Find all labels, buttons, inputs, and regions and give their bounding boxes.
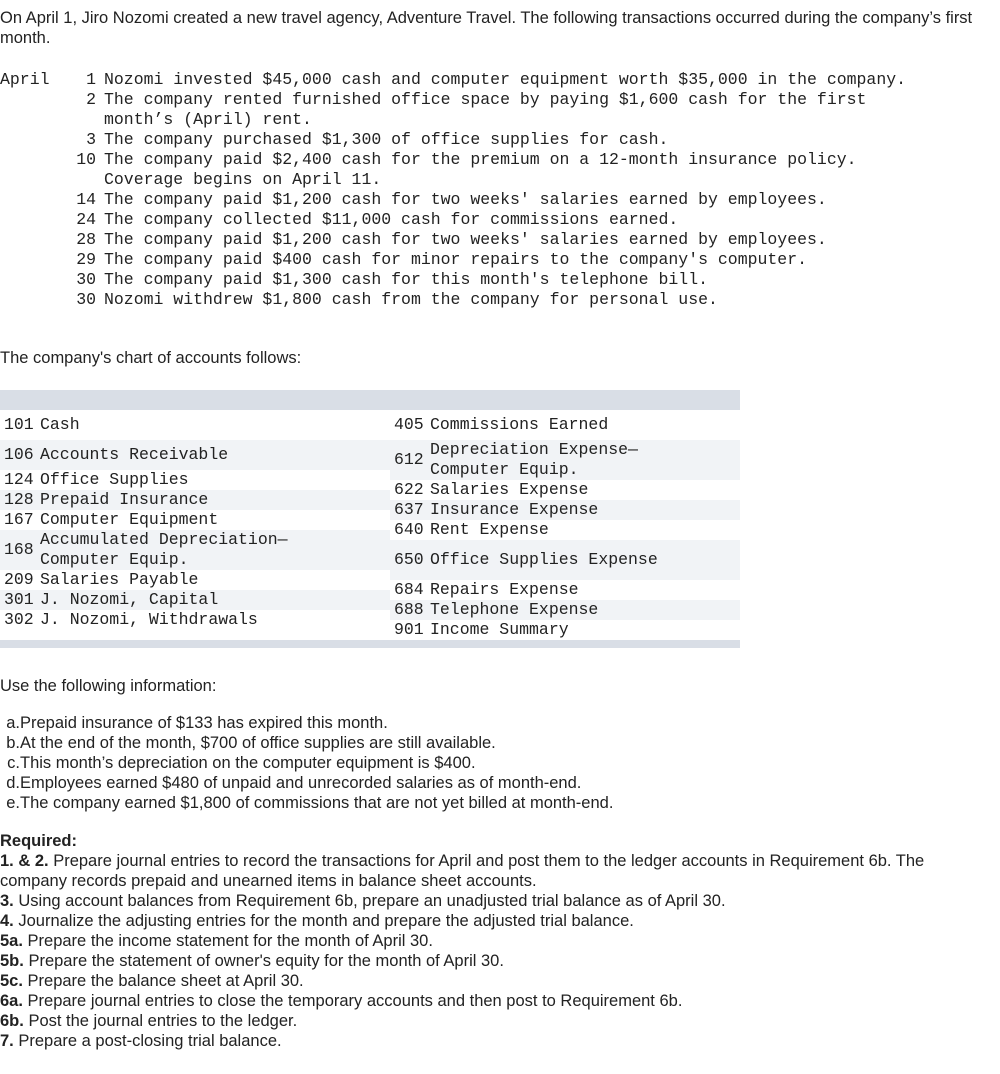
item-letter: b. bbox=[6, 734, 20, 752]
requirement-item bbox=[0, 851, 990, 891]
account-name: Repairs Expense bbox=[430, 580, 579, 599]
transaction-row bbox=[0, 70, 1000, 90]
requirement-label: 5a. bbox=[0, 932, 23, 950]
item-letter: e. bbox=[6, 794, 20, 812]
requirement-label: 7. bbox=[0, 1032, 14, 1050]
accounts-column-right bbox=[390, 410, 740, 640]
account-row bbox=[0, 610, 390, 630]
requirement-item bbox=[0, 991, 990, 1011]
requirement-text: Journalize the adjusting entries for the month and prepare the adjusted trial balance. bbox=[18, 912, 634, 930]
transaction-text: The company purchased $1,300 of office supplies for cash. bbox=[104, 130, 669, 149]
transaction-day: 14 bbox=[76, 190, 96, 209]
requirement-text: Prepare a post-closing trial balance. bbox=[18, 1032, 282, 1050]
transaction-row bbox=[0, 270, 1000, 290]
transaction-row bbox=[0, 90, 1000, 130]
transaction-month: April bbox=[0, 70, 50, 89]
transaction-text: The company rented furnished office space by paying $1,600 cash for the first month’s (April) rent. bbox=[104, 90, 867, 129]
account-name: Salaries Expense bbox=[430, 480, 589, 499]
account-name: Rent Expense bbox=[430, 520, 549, 539]
account-number: 622 bbox=[394, 480, 424, 499]
account-number: 128 bbox=[4, 490, 34, 509]
requirement-label: 6a. bbox=[0, 992, 23, 1010]
account-number: 901 bbox=[394, 620, 424, 639]
account-number: 167 bbox=[4, 510, 34, 529]
item-text: At the end of the month, $700 of office supplies are still available. bbox=[20, 734, 496, 752]
requirement-item bbox=[0, 1031, 990, 1051]
transaction-day: 1 bbox=[86, 70, 96, 89]
transaction-row bbox=[0, 210, 1000, 230]
requirement-text: Post the journal entries to the ledger. bbox=[28, 1012, 298, 1030]
account-name: Insurance Expense bbox=[430, 500, 599, 519]
account-name: Salaries Payable bbox=[40, 570, 199, 589]
list-item bbox=[0, 753, 990, 773]
chart-of-accounts-table bbox=[0, 390, 740, 648]
item-letter: c. bbox=[7, 754, 20, 772]
list-item bbox=[0, 773, 990, 793]
requirement-item bbox=[0, 891, 990, 911]
account-row bbox=[0, 490, 390, 510]
account-row bbox=[0, 590, 390, 610]
item-text: Employees earned $480 of unpaid and unrecorded salaries as of month-end. bbox=[20, 774, 582, 792]
requirement-label: 4. bbox=[0, 912, 14, 930]
account-row bbox=[0, 440, 390, 470]
requirement-item bbox=[0, 1011, 990, 1031]
transaction-text: The company paid $1,300 cash for this month's telephone bill. bbox=[104, 270, 708, 289]
account-row bbox=[390, 520, 740, 540]
transaction-text: The company paid $1,200 cash for two weeks' salaries earned by employees. bbox=[104, 230, 827, 249]
requirement-text: Prepare journal entries to record the transactions for April and post them to the ledger accounts in Requirement 6b. The company records prepaid and unearned items in balance sheet accounts. bbox=[0, 852, 925, 890]
account-row bbox=[0, 530, 390, 570]
account-number: 612 bbox=[394, 450, 424, 469]
account-name: Office Supplies bbox=[40, 470, 189, 489]
item-text: Prepaid insurance of $133 has expired this month. bbox=[20, 714, 388, 732]
account-name: Accumulated Depreciation— Computer Equip. bbox=[40, 530, 288, 569]
item-text: The company earned $1,800 of commissions that are not yet billed at month-end. bbox=[20, 794, 614, 812]
requirement-label: 6b. bbox=[0, 1012, 24, 1030]
adjustment-info-list bbox=[0, 713, 990, 813]
accounts-column-left bbox=[0, 410, 390, 630]
account-row bbox=[390, 620, 740, 640]
account-name: Computer Equipment bbox=[40, 510, 219, 529]
transaction-row bbox=[0, 130, 1000, 150]
account-name: J. Nozomi, Capital bbox=[40, 590, 219, 609]
requirement-label: 1. & 2. bbox=[0, 852, 49, 870]
requirement-text: Using account balances from Requirement 6b, prepare an unadjusted trial balance as of April 30. bbox=[18, 892, 726, 910]
required-section bbox=[0, 831, 990, 1051]
account-number: 640 bbox=[394, 520, 424, 539]
requirement-text: Prepare the statement of owner's equity for the month of April 30. bbox=[28, 952, 504, 970]
transaction-day: 10 bbox=[76, 150, 96, 169]
intro-paragraph: On April 1, Jiro Nozomi created a new travel agency, Adventure Travel. The following transactions occurred during the company’s first month. bbox=[0, 9, 973, 47]
account-number: 302 bbox=[4, 610, 34, 629]
transaction-text: The company paid $1,200 cash for two weeks' salaries earned by employees. bbox=[104, 190, 827, 209]
account-row bbox=[0, 470, 390, 490]
account-row bbox=[0, 510, 390, 530]
account-row bbox=[390, 600, 740, 620]
requirement-label: 5c. bbox=[0, 972, 23, 990]
account-name: Cash bbox=[40, 415, 80, 434]
transaction-text: The company paid $2,400 cash for the premium on a 12-month insurance policy. Coverage begins on April 11. bbox=[104, 150, 857, 189]
account-row bbox=[0, 410, 390, 440]
account-row bbox=[390, 480, 740, 500]
transaction-text: The company paid $400 cash for minor repairs to the company's computer. bbox=[104, 250, 808, 269]
transaction-day: 3 bbox=[86, 130, 96, 149]
account-name: Prepaid Insurance bbox=[40, 490, 209, 509]
account-name: Telephone Expense bbox=[430, 600, 599, 619]
transaction-day: 2 bbox=[86, 90, 96, 109]
transaction-text: Nozomi invested $45,000 cash and computer equipment worth $35,000 in the company. bbox=[104, 70, 907, 89]
list-item bbox=[0, 713, 990, 733]
account-number: 405 bbox=[394, 415, 424, 434]
account-row bbox=[390, 500, 740, 520]
transaction-row bbox=[0, 290, 1000, 310]
requirement-label: 5b. bbox=[0, 952, 24, 970]
transaction-day: 30 bbox=[76, 270, 96, 289]
account-name: J. Nozomi, Withdrawals bbox=[40, 610, 258, 629]
account-number: 684 bbox=[394, 580, 424, 599]
requirement-label: 3. bbox=[0, 892, 14, 910]
account-number: 688 bbox=[394, 600, 424, 619]
requirement-item bbox=[0, 911, 990, 931]
account-number: 168 bbox=[4, 540, 34, 559]
transaction-day: 29 bbox=[76, 250, 96, 269]
account-number: 650 bbox=[394, 550, 424, 569]
account-number: 209 bbox=[4, 570, 34, 589]
account-name: Commissions Earned bbox=[430, 415, 609, 434]
account-row bbox=[390, 540, 740, 580]
requirement-item bbox=[0, 971, 990, 991]
account-number: 106 bbox=[4, 445, 34, 464]
account-name: Accounts Receivable bbox=[40, 445, 229, 464]
item-letter: a. bbox=[6, 714, 20, 732]
transaction-row bbox=[0, 250, 1000, 270]
table-header-bar bbox=[0, 390, 740, 410]
requirement-text: Prepare the income statement for the month of April 30. bbox=[27, 932, 433, 950]
account-row bbox=[390, 440, 740, 480]
transactions-list bbox=[0, 70, 1000, 310]
account-name: Office Supplies Expense bbox=[430, 550, 658, 569]
account-row bbox=[0, 570, 390, 590]
transaction-row bbox=[0, 190, 1000, 210]
item-text: This month’s depreciation on the computer equipment is $400. bbox=[20, 754, 476, 772]
transaction-day: 30 bbox=[76, 290, 96, 309]
requirement-item bbox=[0, 951, 990, 971]
account-number: 637 bbox=[394, 500, 424, 519]
account-number: 301 bbox=[4, 590, 34, 609]
transaction-row bbox=[0, 230, 1000, 250]
transaction-day: 28 bbox=[76, 230, 96, 249]
use-info-heading: Use the following information: bbox=[0, 677, 217, 695]
account-row bbox=[390, 410, 740, 440]
requirement-text: Prepare journal entries to close the temporary accounts and then post to Requirement 6b. bbox=[27, 992, 683, 1010]
transaction-text: The company collected $11,000 cash for commissions earned. bbox=[104, 210, 679, 229]
account-row bbox=[390, 580, 740, 600]
chart-of-accounts-intro: The company's chart of accounts follows: bbox=[0, 349, 302, 367]
account-number: 101 bbox=[4, 415, 34, 434]
required-title: Required: bbox=[0, 832, 78, 850]
account-number: 124 bbox=[4, 470, 34, 489]
account-name: Income Summary bbox=[430, 620, 569, 639]
list-item bbox=[0, 733, 990, 753]
requirement-text: Prepare the balance sheet at April 30. bbox=[27, 972, 304, 990]
list-item bbox=[0, 793, 990, 813]
requirement-item bbox=[0, 931, 990, 951]
transaction-text: Nozomi withdrew $1,800 cash from the company for personal use. bbox=[104, 290, 718, 309]
table-footer-bar bbox=[0, 640, 740, 648]
transaction-row bbox=[0, 150, 1000, 190]
item-letter: d. bbox=[6, 774, 20, 792]
transaction-day: 24 bbox=[76, 210, 96, 229]
account-name: Depreciation Expense— Computer Equip. bbox=[430, 440, 638, 479]
